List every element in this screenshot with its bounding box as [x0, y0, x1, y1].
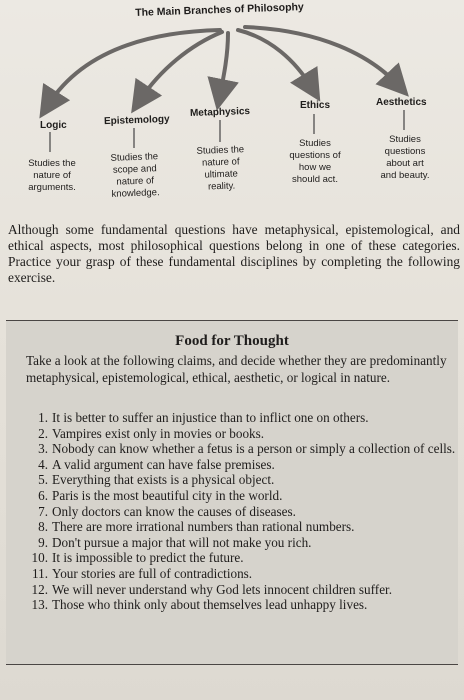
- desc-line: and beauty.: [380, 170, 430, 181]
- arrow-ethics: [238, 30, 312, 88]
- desc-line: nature of: [116, 175, 155, 188]
- desc-line: Studies: [299, 138, 331, 149]
- item-text: There are more irrational numbers than rational numbers.: [52, 519, 355, 535]
- arrow-epistemology: [140, 32, 222, 100]
- list-item: [30, 441, 460, 457]
- item-number: 1.: [38, 410, 48, 425]
- arrow-metaphysics: [220, 33, 228, 95]
- list-item: [30, 535, 460, 551]
- list-item: [30, 566, 460, 582]
- desc-line: how we: [298, 162, 332, 173]
- desc-line: Studies: [389, 134, 421, 145]
- branch-desc-aesthetics: [372, 134, 438, 182]
- list-item: [30, 457, 460, 473]
- branch-desc-epistemology: [101, 151, 169, 201]
- branch-desc-metaphysics: [187, 144, 255, 194]
- item-text: Don't pursue a major that will not make you rich.: [52, 534, 312, 550]
- desc-line: Studies the: [196, 144, 245, 157]
- desc-line: knowledge.: [111, 187, 160, 200]
- list-item: [30, 472, 460, 488]
- item-number: 13.: [31, 597, 48, 613]
- arrow-logic: [48, 30, 220, 105]
- item-text: Everything that exists is a physical object.: [52, 472, 275, 488]
- item-number: 9.: [38, 534, 48, 550]
- item-number: 11.: [32, 565, 48, 581]
- item-text: We will never understand why God lets innocent children suffer.: [52, 581, 393, 597]
- desc-line: questions: [384, 146, 426, 157]
- item-number: 7.: [38, 503, 48, 519]
- desc-line: nature of: [201, 156, 240, 169]
- item-text: Those who think only about themselves lead unhappy lives.: [52, 597, 368, 613]
- item-number: 12.: [31, 581, 48, 597]
- item-number: 3.: [38, 441, 48, 457]
- arrow-aesthetics: [245, 27, 398, 85]
- list-item: [30, 550, 460, 566]
- branch-label-logic: Logic: [40, 120, 67, 131]
- desc-line: Studies the: [110, 151, 159, 164]
- branch-label-metaphysics: Metaphysics: [189, 105, 251, 120]
- branch-desc-logic: [22, 158, 82, 194]
- desc-line: about art: [386, 158, 424, 169]
- claims-list: [30, 410, 460, 613]
- list-item: [30, 488, 460, 504]
- branch-desc-ethics: [280, 138, 350, 186]
- item-text: Your stories are full of contradictions.: [52, 565, 253, 581]
- list-item: [30, 504, 460, 520]
- item-number: 8.: [38, 519, 48, 535]
- desc-line: ultimate: [204, 168, 238, 181]
- desc-line: should act.: [292, 174, 338, 185]
- item-text: It is better to suffer an injustice than to inflict one on others.: [52, 410, 369, 425]
- desc-line: nature of: [33, 170, 71, 181]
- item-text: A valid argument can have false premises.: [52, 456, 275, 472]
- item-text: Paris is the most beautiful city in the world.: [52, 487, 283, 503]
- item-number: 10.: [31, 550, 48, 566]
- desc-line: questions of: [289, 150, 341, 161]
- list-item: [30, 426, 460, 442]
- item-number: 6.: [38, 487, 48, 503]
- branch-label-aesthetics: Aesthetics: [376, 97, 427, 108]
- item-number: 4.: [38, 456, 48, 472]
- box-top-rule: [6, 320, 458, 321]
- item-text: Only doctors can know the causes of diseases.: [52, 503, 296, 519]
- desc-line: arguments.: [28, 182, 76, 193]
- box-intro: Take a look at the following claims, and decide whether they are predominantly metaphysical, epistemological, ethical, aesthetic, or logical in nature.: [26, 353, 447, 385]
- branch-label-epistemology: Epistemology: [103, 113, 170, 128]
- item-number: 5.: [38, 472, 48, 488]
- branch-label-ethics: Ethics: [300, 100, 331, 111]
- list-item: [30, 410, 460, 426]
- diagram-title: The Main Branches of Philosophy: [135, 1, 304, 19]
- item-text: Vampires exist only in movies or books.: [52, 425, 265, 441]
- list-item: [30, 582, 460, 598]
- box-title: Food for Thought: [175, 333, 289, 349]
- box-bottom-rule: [6, 664, 458, 665]
- branches-diagram: [0, 0, 464, 215]
- list-item: [30, 519, 460, 535]
- list-item: [30, 597, 460, 613]
- intro-paragraph: Although some fundamental questions have metaphysical, epistemological, and ethical aspects, most philosophical questions belong in one of these categories. Practice your grasp of these fundamental disciplines by completing the following exercise.: [8, 222, 460, 285]
- desc-line: reality.: [207, 180, 236, 193]
- item-number: 2.: [38, 425, 48, 441]
- desc-line: Studies the: [28, 158, 76, 169]
- item-text: Nobody can know whether a fetus is a person or simply a collection of cells.: [52, 441, 456, 457]
- desc-line: scope and: [112, 163, 157, 176]
- item-text: It is impossible to predict the future.: [52, 550, 244, 566]
